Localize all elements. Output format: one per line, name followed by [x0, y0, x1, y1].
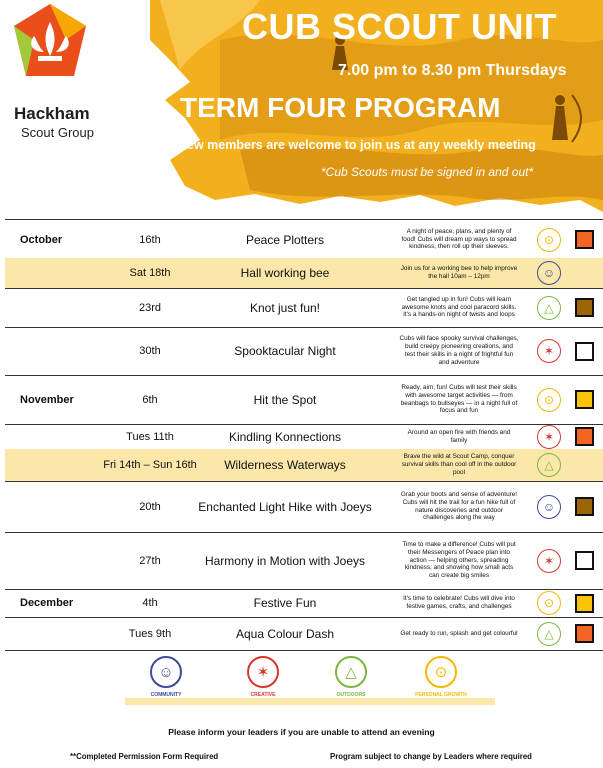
- row-description: Brave the wild at Scout Camp, conquer survival skills than cool off in the outdoor pool: [401, 453, 517, 476]
- creative-icon: ✶: [537, 425, 561, 449]
- program-row: [5, 258, 603, 289]
- row-activity: Aqua Colour Dash: [235, 626, 335, 641]
- row-square-cell: [572, 375, 596, 424]
- personal-growth-icon: ⊙: [537, 388, 561, 412]
- creative-icon: ✶: [247, 656, 279, 688]
- row-activity: Spooktacular Night: [234, 344, 336, 358]
- row-icon-cell: [536, 481, 562, 532]
- row-date: 20th: [139, 500, 161, 513]
- legend-label: PERSONAL GROWTH: [415, 692, 467, 698]
- legend-item-outdoors: [322, 656, 380, 698]
- welcome-text: New members are welcome to join us at any weekly meeting: [178, 138, 536, 152]
- row-square-cell: [572, 532, 596, 589]
- row-date: 16th: [139, 233, 161, 246]
- row-icon-cell: [536, 327, 562, 375]
- change-note: Program subject to change by Leaders where required: [330, 752, 532, 761]
- row-date: Fri 14th – Sun 16th: [103, 459, 197, 471]
- program-row: [5, 424, 603, 450]
- row-icon-cell: [536, 375, 562, 424]
- program-row: [5, 617, 603, 651]
- row-description: Get ready to run, splash and get colourful: [400, 629, 518, 637]
- row-date: Tues 11th: [126, 430, 174, 443]
- row-date: 23rd: [138, 301, 162, 314]
- row-icon-cell: [536, 589, 562, 617]
- header-banner: [0, 0, 603, 215]
- program-row: [5, 219, 603, 260]
- creative-icon: ✶: [537, 549, 561, 573]
- row-description: Grab your boots and sense of adventure! Cubs will hit the trail for a fun hike full of nature discoveries and outdoor challenges along the way: [400, 490, 518, 522]
- row-square-cell: [572, 288, 596, 327]
- row-activity: Festive Fun: [253, 596, 317, 610]
- row-description: It's time to celebrate! Cubs will dive into festive games, crafts, and challenges: [403, 595, 515, 610]
- row-activity: Kindling Konnections: [228, 429, 342, 444]
- outdoors-icon: △: [335, 656, 367, 688]
- org-name: Hackham: [14, 104, 90, 123]
- row-activity: Peace Plotters: [245, 232, 325, 247]
- row-description: Join us for a working bee to help improve the hall 10am – 12pm: [400, 265, 518, 280]
- scout-logo: [0, 0, 100, 84]
- row-date: 4th: [142, 597, 158, 609]
- row-date: 6th: [142, 393, 158, 406]
- outdoors-icon: △: [537, 296, 561, 320]
- creative-icon: ✶: [537, 339, 561, 363]
- permission-note: **Completed Permission Form Required: [70, 752, 219, 761]
- program-row: [5, 532, 603, 590]
- legend-bar: [125, 698, 495, 705]
- program-row: [5, 589, 603, 618]
- row-activity: Wilderness Waterways: [224, 458, 346, 472]
- row-month: December: [20, 597, 74, 609]
- legend-item-creative: [234, 656, 292, 698]
- program-row: [5, 327, 603, 376]
- row-icon-cell: [536, 424, 562, 449]
- row-square-cell: [572, 327, 596, 375]
- program-row: [5, 375, 603, 425]
- org-subtitle: Scout Group: [21, 125, 94, 140]
- outdoors-icon: △: [537, 622, 561, 646]
- legend-label: CREATIVE: [250, 692, 276, 698]
- category-square: [575, 342, 594, 361]
- row-date: Sat 18th: [129, 267, 171, 279]
- page-title: CUB SCOUT UNIT: [242, 6, 557, 47]
- row-square-cell: [572, 481, 596, 532]
- category-square: [575, 390, 594, 409]
- sign-in-note: *Cub Scouts must be signed in and out*: [321, 165, 534, 179]
- row-date: 30th: [139, 345, 161, 357]
- category-square: [575, 624, 594, 643]
- row-icon-cell: [536, 220, 562, 259]
- outdoors-icon: △: [537, 453, 561, 477]
- row-description: Ready, aim, fun! Cubs will test their skills with awesome target activities — from beanbags to bullseyes — in a night full of focus and fun: [400, 383, 518, 415]
- row-square-cell: [572, 449, 596, 481]
- category-square: [575, 594, 594, 613]
- row-date: Tues 9th: [128, 627, 172, 640]
- row-square-cell: [572, 589, 596, 617]
- category-square: [575, 497, 594, 516]
- personal-growth-icon: ⊙: [425, 656, 457, 688]
- row-activity: Hit the Spot: [253, 392, 317, 407]
- row-month: November: [20, 393, 74, 406]
- community-icon: ☺: [537, 261, 561, 285]
- row-month: October: [20, 233, 63, 246]
- legend-label: OUTDOORS: [336, 692, 366, 698]
- community-icon: ☺: [537, 495, 561, 519]
- row-icon-cell: [536, 532, 562, 589]
- row-description: A night of peace, plans, and plenty of food! Cubs will dream up ways to spread kindness, then roll up their sleeves.: [401, 227, 517, 251]
- meeting-time: 7.00 pm to 8.30 pm Thursdays: [338, 62, 567, 79]
- row-square-cell: [572, 220, 596, 259]
- row-activity: Hall working bee: [240, 266, 330, 280]
- legend-item-community: [137, 656, 195, 698]
- legend-label: COMMUNITY: [150, 692, 182, 698]
- row-description: Cubs will face spooky survival challenges, build creepy pioneering creations, and test their skills in a night of frightful fun and adventure: [399, 335, 519, 366]
- category-square: [575, 298, 594, 317]
- row-icon-cell: [536, 617, 562, 650]
- program-row: [5, 481, 603, 533]
- row-description: Get tangled up in fun! Cubs will learn awesome knots and cool paracord skills. It's a hands-on night of twists and loops: [401, 295, 517, 319]
- personal-growth-icon: ⊙: [537, 591, 561, 615]
- row-description: Time to make a difference! Cubs will put their Messengers of Peace plan into action — helping others, spreading kindness, and showing how small acts can create big smiles: [402, 540, 516, 580]
- row-icon-cell: [536, 449, 562, 481]
- program-row: [5, 449, 603, 482]
- personal-growth-icon: ⊙: [537, 228, 561, 252]
- row-activity: Knot just fun!: [249, 300, 321, 315]
- attendance-note: Please inform your leaders if you are unable to attend an evening: [168, 727, 435, 737]
- category-square: [575, 230, 594, 249]
- row-activity: Harmony in Motion with Joeys: [204, 553, 366, 568]
- community-icon: ☺: [150, 656, 182, 688]
- legend-item-personal-growth: [412, 656, 470, 698]
- row-icon-cell: [536, 258, 562, 288]
- row-icon-cell: [536, 288, 562, 327]
- category-square: [575, 427, 594, 446]
- program-title: TERM FOUR PROGRAM: [180, 92, 501, 123]
- row-square-cell: [572, 258, 596, 288]
- category-square: [575, 551, 594, 570]
- row-activity: Enchanted Light Hike with Joeys: [198, 499, 372, 514]
- row-date: 27th: [139, 554, 161, 567]
- row-square-cell: [572, 617, 596, 650]
- row-description: Around an open fire with friends and family: [407, 428, 511, 444]
- program-row: [5, 288, 603, 328]
- row-square-cell: [572, 424, 596, 449]
